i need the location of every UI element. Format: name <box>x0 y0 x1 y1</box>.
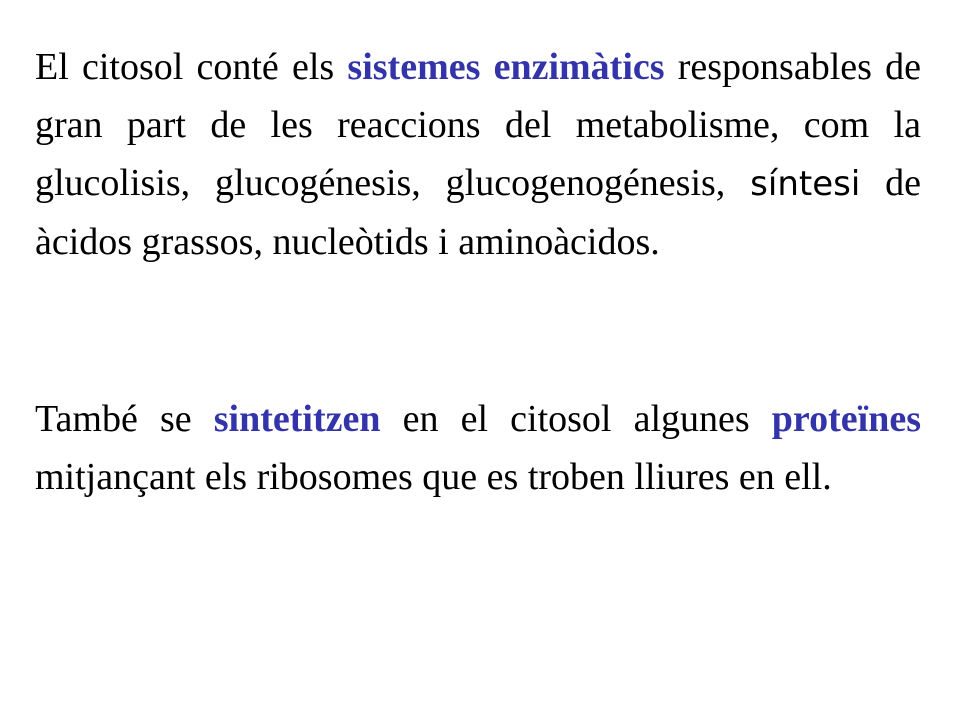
paragraph-cytosol-enzymes <box>35 38 921 271</box>
paragraph-protein-synthesis <box>35 390 921 506</box>
paragraph-2-text-start: També se <box>35 398 214 440</box>
highlight-sintetitzen: sintetitzen <box>213 398 381 440</box>
paragraph-1-text-middle: responsables de gran part de les reaccions del metabolisme, com la glucolisis, glucogénesis, glucogenogénesis, <box>35 46 921 204</box>
paragraph-1-text-end: de àcidos grassos, nucleòtids i aminoàcidos. <box>35 162 921 263</box>
highlight-proteines: proteïnes <box>771 398 921 440</box>
highlight-sistemes-enzimatics: sistemes enzimàtics <box>347 46 665 88</box>
paragraph-2-text-end: mitjançant els ribosomes que es troben lliures en ell. <box>35 456 832 498</box>
word-sintesi: síntesi <box>750 164 861 204</box>
paragraph-2-text-middle: en el citosol algunes <box>380 398 772 440</box>
paragraph-1-text-start: El citosol conté els <box>35 46 348 88</box>
